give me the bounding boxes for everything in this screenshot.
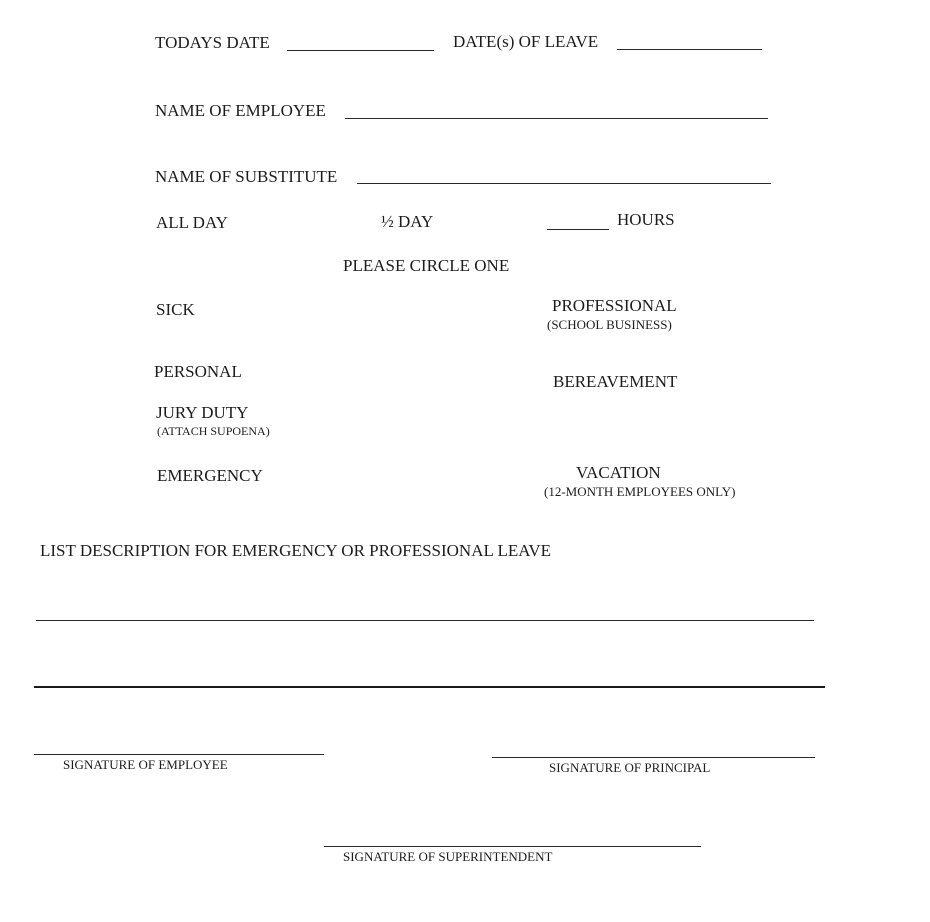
description-label: LIST DESCRIPTION FOR EMERGENCY OR PROFESSIONAL LEAVE [40, 541, 551, 560]
superintendent-signature-line[interactable] [324, 846, 701, 847]
employee-name-label: NAME OF EMPLOYEE [155, 101, 326, 120]
all-day-option[interactable]: ALL DAY [156, 213, 228, 232]
todays-date-label: TODAYS DATE [155, 33, 270, 52]
superintendent-signature-label: SIGNATURE OF SUPERINTENDENT [343, 849, 553, 864]
vacation-note: (12-MONTH EMPLOYEES ONLY) [544, 484, 736, 499]
circle-one-instruction: PLEASE CIRCLE ONE [343, 256, 510, 275]
leave-type-vacation[interactable]: VACATION [576, 463, 661, 482]
employee-name-field[interactable] [345, 118, 768, 119]
principal-signature-line[interactable] [492, 757, 815, 758]
leave-type-personal[interactable]: PERSONAL [154, 362, 242, 381]
substitute-name-field[interactable] [357, 183, 771, 184]
dates-of-leave-label: DATE(s) OF LEAVE [453, 32, 599, 51]
half-day-option[interactable]: ½ DAY [381, 212, 434, 231]
todays-date-field[interactable] [287, 50, 434, 51]
description-line-1[interactable] [36, 620, 814, 621]
leave-type-bereavement[interactable]: BEREAVEMENT [553, 372, 678, 391]
professional-note: (SCHOOL BUSINESS) [547, 317, 672, 332]
dates-of-leave-field[interactable] [617, 49, 762, 50]
description-line-2[interactable] [34, 686, 825, 688]
substitute-name-label: NAME OF SUBSTITUTE [155, 167, 338, 186]
leave-type-professional[interactable]: PROFESSIONAL [552, 296, 677, 315]
leave-type-sick[interactable]: SICK [156, 300, 195, 319]
hours-label: HOURS [617, 210, 675, 229]
principal-signature-label: SIGNATURE OF PRINCIPAL [549, 760, 711, 775]
hours-field[interactable] [547, 229, 609, 230]
leave-type-jury-duty[interactable]: JURY DUTY [156, 403, 249, 422]
employee-signature-label: SIGNATURE OF EMPLOYEE [63, 757, 228, 772]
jury-duty-note: (ATTACH SUPOENA) [157, 424, 270, 438]
employee-signature-line[interactable] [34, 754, 324, 755]
leave-type-emergency[interactable]: EMERGENCY [157, 466, 263, 485]
